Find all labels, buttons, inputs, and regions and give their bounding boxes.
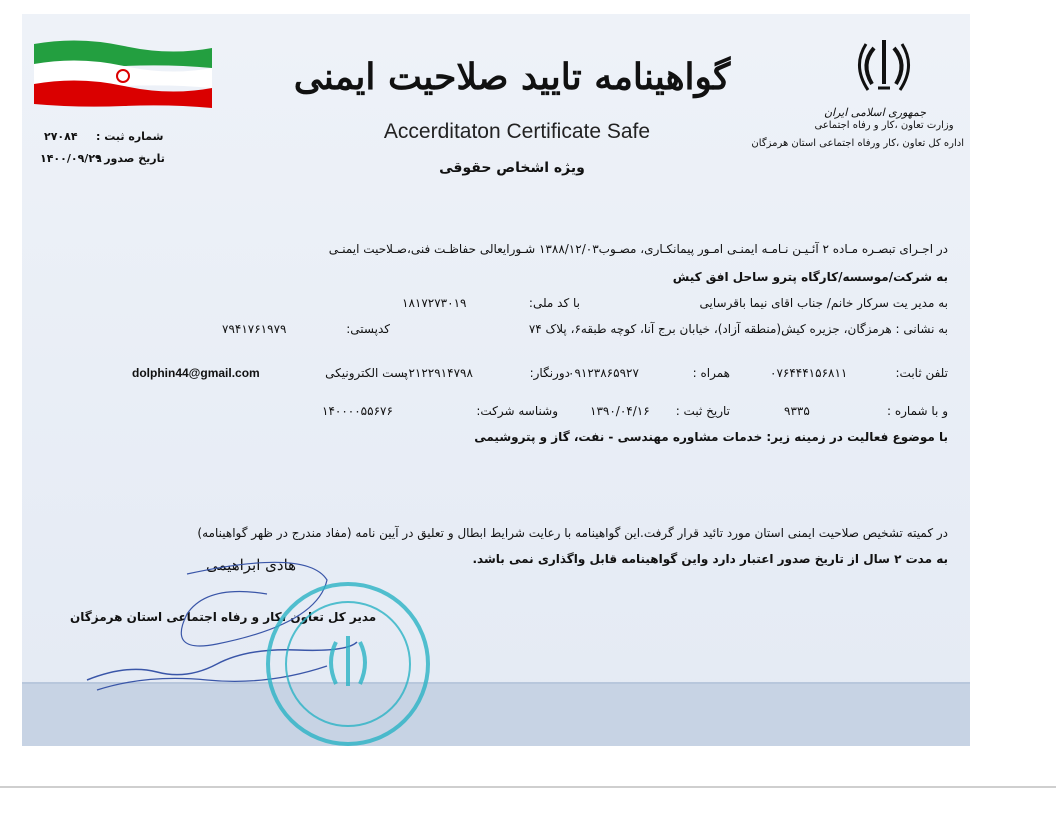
date-label: تاریخ صدور : (96, 152, 165, 165)
iran-flag-icon (34, 38, 212, 110)
official-stamp-icon (260, 576, 436, 746)
fax-label: دورنگار: (529, 366, 570, 380)
emblem-icon (854, 34, 914, 104)
department-label: اداره کل تعاون ،کار ورفاه اجتماعی استان هرمزگان (751, 138, 964, 149)
number-label: شماره ثبت : (96, 130, 164, 143)
subtitle: ویژه اشخاص حقوقی (439, 160, 585, 176)
email-value: dolphin44@gmail.com (132, 366, 260, 380)
activity-line: با موضوع فعالیت در زمینه زیر: خدمات مشاوره مهندسی - نفت، گاز و پتروشیمی (474, 430, 948, 444)
title-persian: گواهینامه تایید صلاحیت ایمنی (293, 56, 731, 98)
intro-line: در اجـرای تبصـره مـاده ۲ آئـیـن نـامـه ایمنـی امـور پیمانکـاری، مصـوب۱۳۸۸/۱۲/۰۳ شـورایعالی حفاظـت فنی،صـلاحیت ایمنـی (328, 242, 948, 256)
national-id-label: با کد ملی: (528, 296, 580, 310)
title-english: Accerditaton Certificate Safe (383, 120, 651, 143)
reg-date-label: تاریخ ثبت : (675, 404, 730, 418)
page-edge-line (0, 786, 1056, 788)
reg-date: ۱۳۹۰/۰۴/۱۶ (590, 404, 650, 418)
conclusion-line-2: به مدت ۲ سال از تاریخ صدور اعتبار دارد واین گواهینامه قابل واگذاری نمی باشد. (472, 552, 948, 566)
signer-name: هادی ابراهیمی (206, 556, 297, 574)
company-id: ۱۴۰۰۰۰۵۵۶۷۶ (322, 404, 393, 418)
ministry-label: وزارت تعاون ،کار و رفاه اجتماعی (814, 120, 954, 131)
manager-line: به مدیر یت سرکار خانم/ جناب اقای نیما باقرسایی (699, 296, 948, 310)
mobile-label: همراه : (692, 366, 730, 380)
certificate-sheet (22, 14, 970, 746)
number-value: ۲۷۰۸۴ (44, 130, 78, 143)
company-id-label: وشناسه شرکت: (476, 404, 558, 418)
postal-code: ۷۹۴۱۷۶۱۹۷۹ (222, 322, 287, 336)
signer-title: مدیر کل تعاون ،کار و رفاه اجتماعی استان هرمزگان (70, 610, 377, 624)
conclusion-line-1: در کمیته تشخیص صلاحیت ایمنی استان مورد تائید قرار گرفت.این گواهینامه با رعایت شرایط ابطال و تعلیق در آیین نامه (مفاد مندرج در ظهر گواهینامه) (197, 526, 948, 540)
postal-label: کدپستی: (346, 322, 390, 336)
phone-label: تلفن ثابت: (895, 366, 948, 380)
date-value: ۱۴۰۰/۰۹/۲۹ (40, 152, 102, 165)
address-line: به نشانی : هرمزگان، جزیره کیش(منطقه آزاد)، خیابان برج آنا، کوچه طبقه۶، پلاک ۷۴ (528, 322, 948, 336)
fax-value: ۰۲۱۲۲۹۱۴۷۹۸ (402, 366, 473, 380)
national-id: ۱۸۱۷۲۷۳۰۱۹ (402, 296, 467, 310)
phone-value: ۰۷۶۴۴۴۱۵۶۸۱۱ (770, 366, 848, 380)
company-line: به شرکت/موسسه/کارگاه پترو ساحل افق کیش (672, 270, 948, 284)
reg-number: ۹۳۳۵ (784, 404, 810, 418)
republic-label: جمهوری اسلامی ایران (823, 106, 926, 119)
reg-number-label: و با شماره : (886, 404, 948, 418)
mobile-value: ۰۹۱۲۳۸۶۵۹۲۷ (568, 366, 639, 380)
email-label: پست الکترونیکی (325, 366, 408, 380)
